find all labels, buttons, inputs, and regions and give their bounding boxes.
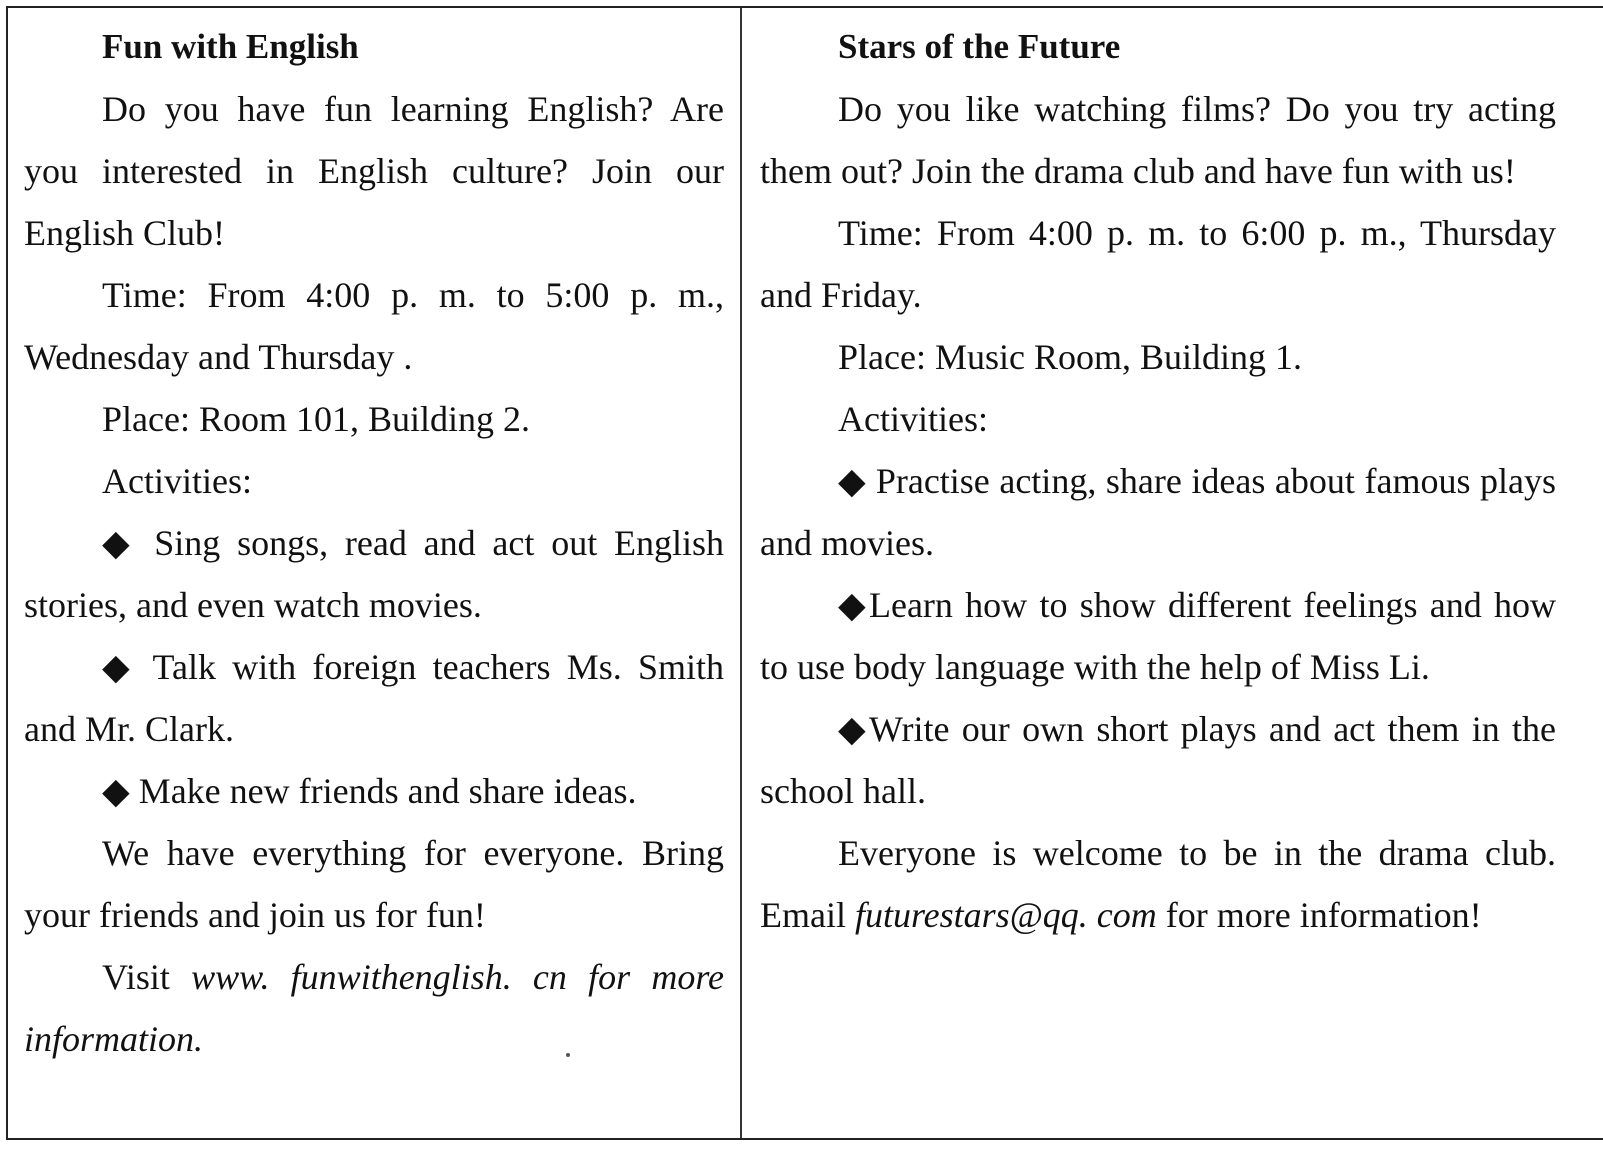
left-title: Fun with English: [102, 27, 359, 66]
right-activity-3: ◆Write our own short plays and act them in the school hall.: [760, 709, 1557, 811]
right-title: Stars of the Future: [838, 27, 1121, 66]
diamond-bullet-icon: ◆: [838, 585, 869, 625]
left-place: Place: Room 101, Building 2.: [102, 399, 530, 439]
right-activity-1: ◆ Practise acting, share ideas about famous plays and movies.: [760, 461, 1557, 563]
left-activity-3: ◆ Make new friends and share ideas.: [102, 771, 637, 811]
left-intro: Do you have fun learning English? Are you interested in English culture? Join our English Club!: [24, 89, 724, 253]
left-activities-label: Activities:: [102, 461, 252, 501]
left-time: Time: From 4:00 p. m. to 5:00 p. m., Wednesday and Thursday .: [24, 275, 724, 377]
left-closing: We have everything for everyone. Bring your friends and join us for fun!: [24, 833, 724, 935]
column-divider: [740, 8, 742, 1138]
right-activities-label: Activities:: [838, 399, 988, 439]
right-place: Place: Music Room, Building 1.: [838, 337, 1302, 377]
left-activity-1: ◆ Sing songs, read and act out English stories, and even watch movies.: [24, 523, 724, 625]
diamond-bullet-icon: ◆: [838, 709, 869, 749]
website-link[interactable]: www. funwithenglish. cn for more information.: [24, 957, 725, 1059]
left-column-fun-with-english: [24, 16, 724, 1070]
diamond-bullet-icon: ◆: [102, 523, 138, 563]
right-time: Time: From 4:00 p. m. to 6:00 p. m., Thursday and Friday.: [760, 213, 1556, 315]
right-column-stars-of-the-future: [760, 16, 1556, 946]
stray-dot: [566, 1053, 570, 1057]
right-intro: Do you like watching films? Do you try acting them out? Join the drama club and have fun with us!: [760, 89, 1556, 191]
diamond-bullet-icon: ◆: [838, 461, 867, 501]
left-activity-2: ◆ Talk with foreign teachers Ms. Smith and Mr. Clark.: [24, 647, 724, 749]
left-visit: Visit www. funwithenglish. cn for more information.: [24, 957, 725, 1059]
email-link[interactable]: futurestars@qq. com: [854, 895, 1157, 935]
right-activity-2: ◆Learn how to show different feelings and how to use body language with the help of Miss Li.: [760, 585, 1557, 687]
diamond-bullet-icon: ◆: [102, 647, 137, 687]
diamond-bullet-icon: ◆: [102, 771, 130, 811]
right-closing: Everyone is welcome to be in the drama club. Email futurestars@qq. com for more information!: [760, 833, 1556, 935]
